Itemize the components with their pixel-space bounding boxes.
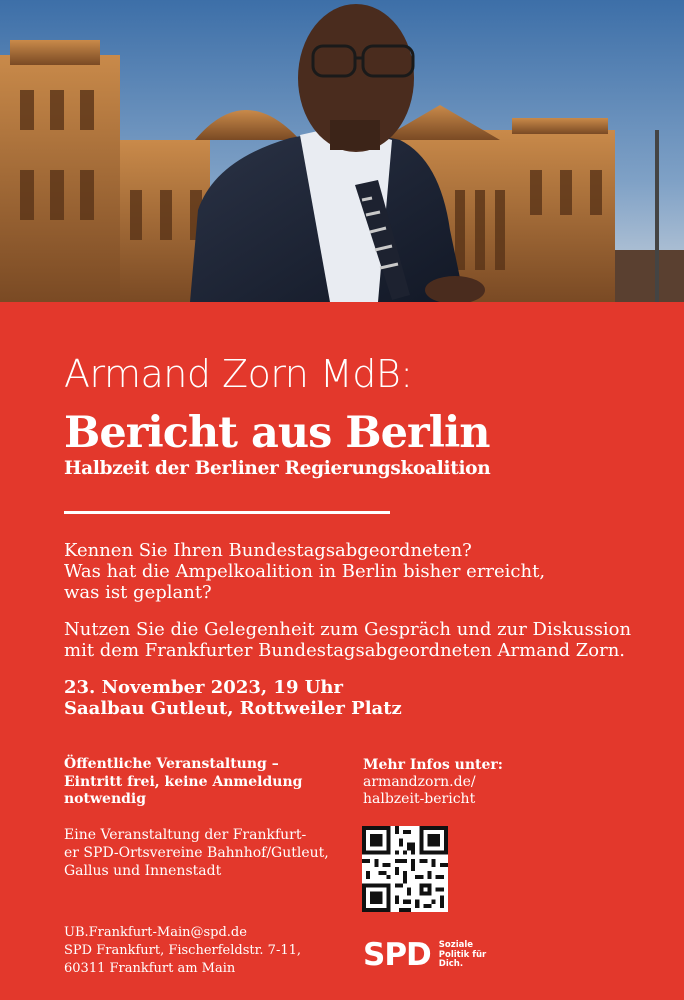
contact-address-line: 60311 Frankfurt am Main <box>64 961 236 976</box>
qr-code-icon[interactable] <box>362 826 448 912</box>
contact-address-line: SPD Frankfurt, Fischerfeldstr. 7-11, <box>64 943 302 958</box>
slogan-line: Dich. <box>438 959 464 970</box>
contact-info <box>64 924 301 978</box>
more-info <box>363 757 503 808</box>
intro-paragraph <box>64 540 545 603</box>
more-info-url[interactable]: halbzeit-bericht <box>363 791 476 807</box>
qr-code-graphic <box>362 826 448 912</box>
organizer-line: Eine Veranstaltung der Frankfurt- <box>64 827 307 843</box>
divider-line <box>64 511 390 514</box>
speaker-heading: Armand Zorn MdB: <box>64 352 413 396</box>
slogan-line: Politik für <box>438 949 487 960</box>
event-details <box>64 677 402 719</box>
event-date-time: 23. November 2023, 19 Uhr <box>64 677 343 698</box>
public-note-line: Öffentliche Veranstaltung – <box>64 756 279 772</box>
spd-slogan <box>439 941 486 970</box>
spd-wordmark: SPD <box>363 937 431 973</box>
public-note-line: notwendig <box>64 791 147 807</box>
invitation-line: mit dem Frankfurter Bundestagsabgeordneten Armand Zorn. <box>64 640 626 661</box>
intro-line: was ist geplant? <box>64 582 212 603</box>
intro-line: Was hat die Ampelkoalition in Berlin bisher erreicht, <box>64 561 546 582</box>
public-note-line: Eintritt frei, keine Anmeldung <box>64 773 303 790</box>
intro-line: Kennen Sie Ihren Bundestagsabgeordneten? <box>64 540 472 561</box>
organizer-note <box>64 826 329 880</box>
event-subtitle: Halbzeit der Berliner Regierungskoalition <box>64 458 491 479</box>
hero-photo <box>0 0 684 302</box>
spd-logo <box>363 937 487 973</box>
organizer-line: Gallus und Innenstadt <box>64 863 222 879</box>
more-info-heading: Mehr Infos unter: <box>363 757 503 773</box>
slogan-line: Soziale <box>438 940 474 951</box>
invitation-paragraph <box>64 619 631 661</box>
contact-email[interactable]: UB.Frankfurt-Main@spd.de <box>64 925 247 940</box>
event-title: Bericht aus Berlin <box>64 408 490 458</box>
organizer-line: er SPD-Ortsvereine Bahnhof/Gutleut, <box>64 845 329 861</box>
event-location: Saalbau Gutleut, Rottweiler Platz <box>64 698 402 719</box>
invitation-line: Nutzen Sie die Gelegenheit zum Gespräch und zur Diskussion <box>64 619 632 640</box>
public-event-note <box>64 756 302 809</box>
more-info-url[interactable]: armandzorn.de/ <box>363 774 476 790</box>
reichstag-portrait-image <box>0 0 684 302</box>
